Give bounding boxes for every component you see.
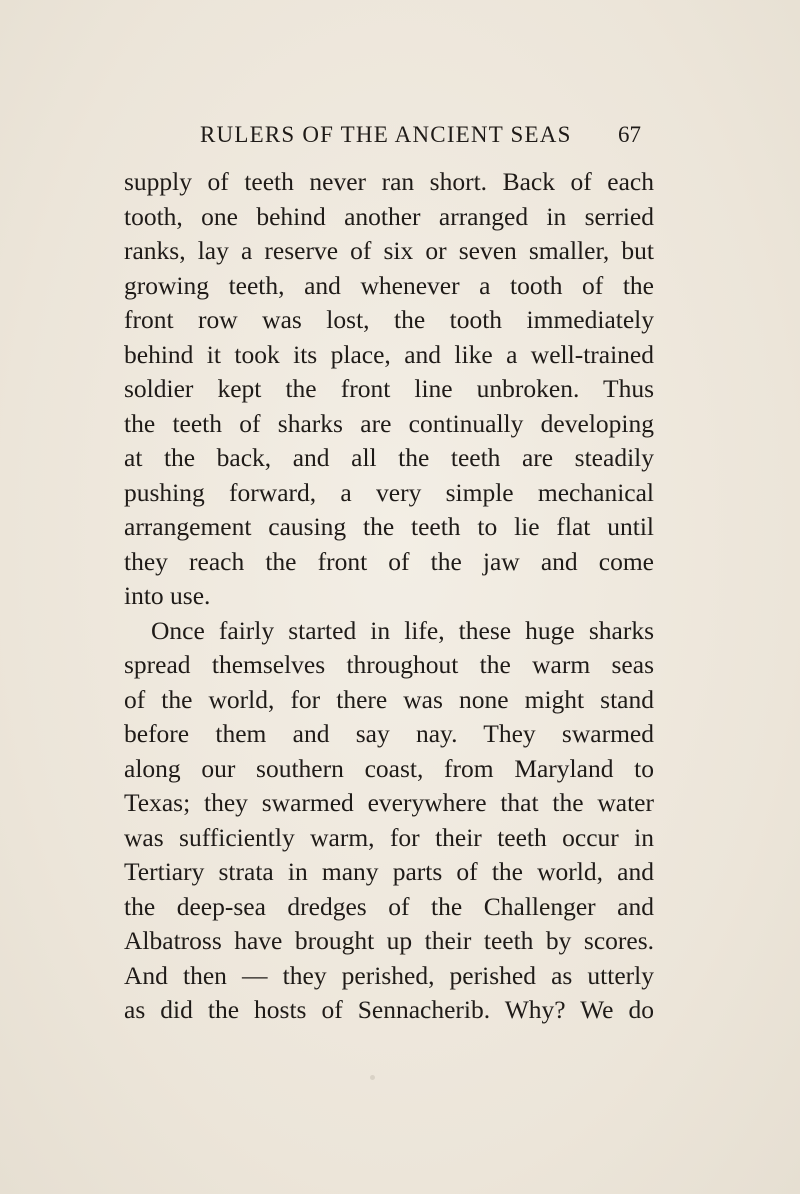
running-title: RULERS OF THE ANCIENT SEAS bbox=[200, 122, 572, 147]
text-line: the deep-sea dredges of the Challenger and bbox=[124, 891, 654, 921]
text-line: spread themselves throughout the warm seas bbox=[124, 650, 654, 679]
text-line: arrangement causing the teeth to lie flat until bbox=[124, 512, 654, 541]
page-number: 67 bbox=[618, 122, 641, 147]
text-line: front row was lost, the tooth immediately bbox=[124, 305, 654, 334]
text-line: supply of teeth never ran short. Back of each bbox=[124, 167, 654, 196]
text-line: the teeth of sharks are continually developing bbox=[124, 408, 654, 438]
text-line: ranks, lay a reserve of six or seven smaller, but bbox=[124, 236, 654, 265]
text-line: they reach the front of the jaw and come bbox=[124, 546, 654, 576]
text-line: pushing forward, a very simple mechanical bbox=[124, 477, 654, 507]
text-line: of the world, for there was none might stand bbox=[124, 684, 654, 714]
paper-speck bbox=[370, 1075, 375, 1080]
text-line: along our southern coast, from Maryland to bbox=[124, 753, 654, 783]
text-line: Tertiary strata in many parts of the world, and bbox=[124, 857, 654, 886]
text-line: into use. bbox=[124, 581, 211, 610]
running-head bbox=[0, 120, 800, 150]
text-line: Albatross have brought up their teeth by scores. bbox=[124, 926, 654, 955]
text-line: Texas; they swarmed everywhere that the water bbox=[124, 788, 654, 817]
text-line: growing teeth, and whenever a tooth of the bbox=[124, 270, 654, 300]
text-line: at the back, and all the teeth are steadily bbox=[124, 443, 654, 472]
text-line: behind it took its place, and like a well-trained bbox=[124, 339, 654, 369]
text-line: soldier kept the front line unbroken. Thus bbox=[124, 374, 654, 403]
text-line: was sufficiently warm, for their teeth occur in bbox=[124, 822, 654, 852]
text-line: as did the hosts of Sennacherib. Why? We do bbox=[124, 995, 654, 1024]
text-line: tooth, one behind another arranged in serried bbox=[124, 201, 654, 231]
body-text bbox=[124, 165, 654, 1028]
text-line: before them and say nay. They swarmed bbox=[124, 719, 654, 748]
text-line: And then — they perished, perished as utterly bbox=[124, 960, 654, 990]
text-line: Once fairly started in life, these huge sharks bbox=[151, 615, 654, 645]
